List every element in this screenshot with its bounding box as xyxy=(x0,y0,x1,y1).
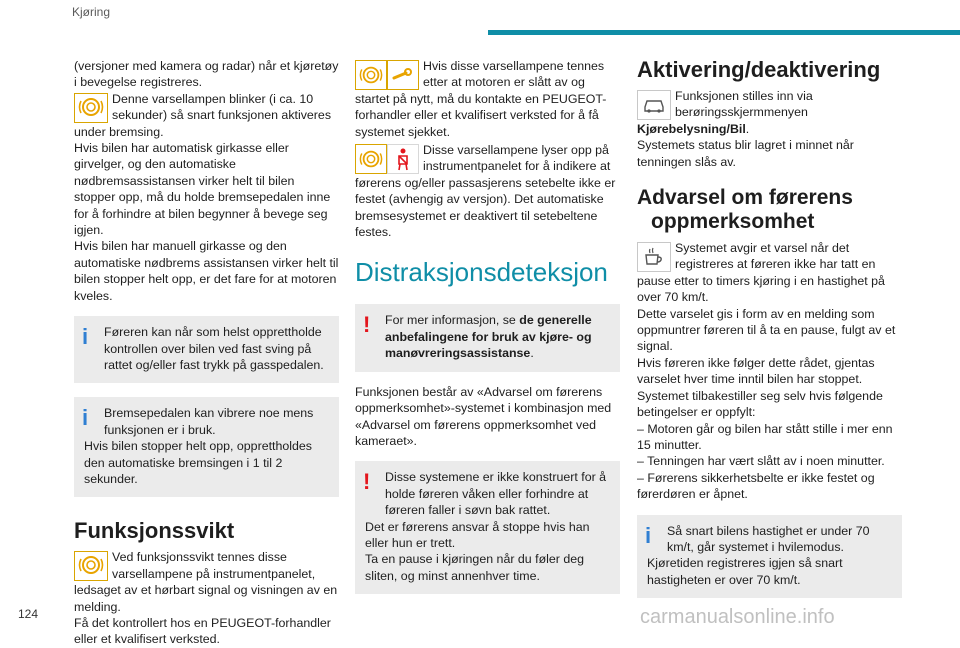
warning-icon: ! xyxy=(363,312,371,338)
note-text: Ta en pause i kjøringen når du føler deg sliten, og minst annenhver time. xyxy=(365,552,585,583)
note-text: Bremsepedalen kan vibrere noe mens funksjonen er i bruk. xyxy=(104,406,314,437)
header-accent-bar xyxy=(488,30,960,35)
header-section-title: Kjøring xyxy=(72,5,111,19)
paragraph: Systemet tilbakestiller seg selv hvis følgende betingelser er oppfylt: xyxy=(637,388,883,420)
page-number: 124 xyxy=(18,607,39,621)
icon-paragraph xyxy=(74,91,339,140)
warning-note xyxy=(355,304,620,371)
info-note xyxy=(637,515,902,599)
icon-paragraph xyxy=(355,142,620,240)
note-text: Det er førerens ansvar å stoppe hvis han eller hun er trett. xyxy=(365,519,590,550)
warning-lamps-pair xyxy=(355,60,419,90)
aeb-warning-lamp-icon xyxy=(355,144,387,174)
coffee-cup-icon xyxy=(637,242,671,272)
note-text: For mer informasjon, se de generelle anbefalingene for bruk av kjøre- og manøvreringsassistanse. xyxy=(385,313,592,361)
aeb-warning-lamp-icon xyxy=(355,60,387,90)
info-icon: i xyxy=(82,324,89,350)
service-wrench-icon xyxy=(387,60,419,90)
column-2 xyxy=(355,58,620,594)
paragraph: Disse varsellampene lyser opp på instrumentpanelet for å indikere at førerens og/eller passasjerens setebelte ikke er festet (avhengig av versjon). Det automatiske bremsesystemet er deaktivert til setebeltene festes. xyxy=(355,143,616,240)
section-heading: Aktivering/deaktivering xyxy=(637,57,881,82)
paragraph: Hvis bilen har manuell girkasse og den automatiske nødbrems assistansen virker helt til bilen stopper helt opp, er det fare for at motoren kveles. xyxy=(74,239,339,303)
car-menu-icon xyxy=(637,90,671,120)
section-heading: Distraksjonsdeteksjon xyxy=(355,257,608,288)
watermark: carmanualsonline.info xyxy=(640,606,835,628)
paragraph: Få det kontrollert hos en PEUGEOT-forhandler eller et kvalifisert verksted. xyxy=(74,615,331,647)
icon-paragraph xyxy=(637,240,902,306)
paragraph: Hvis bilen har automatisk girkasse eller girvelger, og den automatiske nødbremsassistansen virker helt til bilen stopper opp, må du holde bremsepedalen inne for å forhindre at bilen begynner å bevege seg igjen. xyxy=(74,141,331,238)
info-note xyxy=(74,316,339,383)
icon-paragraph xyxy=(355,58,620,140)
warning-lamps-pair xyxy=(355,144,419,174)
aeb-warning-lamp-icon xyxy=(74,93,108,123)
section-heading: Advarsel om førerens oppmerksomhet xyxy=(637,186,853,234)
note-text: Disse systemene er ikke konstruert for å holde føreren våken eller forhindre at føreren faller i søvn bak rattet. xyxy=(385,470,607,518)
note-text: Så snart bilens hastighet er under 70 km/t, går systemet i hvilemodus. xyxy=(667,523,870,554)
note-text: Kjøretiden registreres igjen så snart hastigheten er over 70 km/t. xyxy=(647,556,843,587)
column-3 xyxy=(637,58,902,598)
note-text: Føreren kan når som helst opprettholde kontrollen over bilen ved fast sving på rattet og/eller fast trykk på gasspedalen. xyxy=(104,325,324,372)
note-text: Hvis bilen stopper helt opp, opprettholdes den automatiske bremsingen i 1 til 2 sekunder. xyxy=(84,439,312,486)
info-icon: i xyxy=(645,522,652,548)
list-item: – Tenningen har vært slått av i noen minutter. xyxy=(637,454,885,469)
column-1 xyxy=(74,58,339,648)
list-item: – Motoren går og bilen har stått stille i mer enn 15 minutter. xyxy=(637,421,893,452)
info-note xyxy=(74,397,339,497)
warning-icon: ! xyxy=(363,469,371,495)
paragraph: Systemet avgir et varsel når det registreres at føreren ikke har tatt en pause etter to timers kjøring i en hastighet på over 70 km/t. xyxy=(637,241,885,305)
info-icon: i xyxy=(82,405,89,431)
paragraph: Hvis føreren ikke følger dette rådet, gjentas varselet hver time inntil bilen har stoppet. xyxy=(637,355,875,387)
seatbelt-icon xyxy=(387,144,419,174)
paragraph: Denne varsellampen blinker (i ca. 10 sekunder) så snart funksjonen aktiveres under bremsing. xyxy=(74,91,332,139)
paragraph: Dette varselet gis i form av en melding som oppmuntrer føreren til å ta en pause, fulgt av et signal. xyxy=(637,306,896,354)
icon-paragraph xyxy=(637,88,902,121)
list-item: – Førerens sikkerhetsbelte er ikke festet og førerdøren er åpnet. xyxy=(637,470,875,502)
warning-note xyxy=(355,461,620,594)
paragraph: Funksjonen består av «Advarsel om førerens oppmerksomhet»-systemet i kombinasjon med «Advarsel om førerens oppmerksomhet ved kameraet». xyxy=(355,384,612,448)
paragraph: Hvis disse varsellampene tennes etter at motoren er slått av og startet på nytt, må du kontakte en PEUGEOT-forhandler eller et kvalifisert verksted for å få systemet sjekket. xyxy=(355,59,607,139)
paragraph: Funksjonen stilles inn via berøringsskjermmenyen xyxy=(675,89,813,120)
icon-paragraph xyxy=(74,549,339,615)
paragraph: Ved funksjonssvikt tennes disse varsellampene på instrumentpanelet, ledsaget av et hørbart signal og visningen av en melding. xyxy=(74,550,338,614)
aeb-warning-lamp-icon xyxy=(74,551,108,581)
section-heading: Funksjonssvikt xyxy=(74,518,235,544)
paragraph: Systemets status blir lagret i minnet når tenningen slås av. xyxy=(637,138,854,169)
paragraph: (versjoner med kamera og radar) når et kjøretøy i bevegelse registreres. xyxy=(74,59,339,90)
paragraph: Kjørebelysning/Bil. xyxy=(637,121,750,136)
